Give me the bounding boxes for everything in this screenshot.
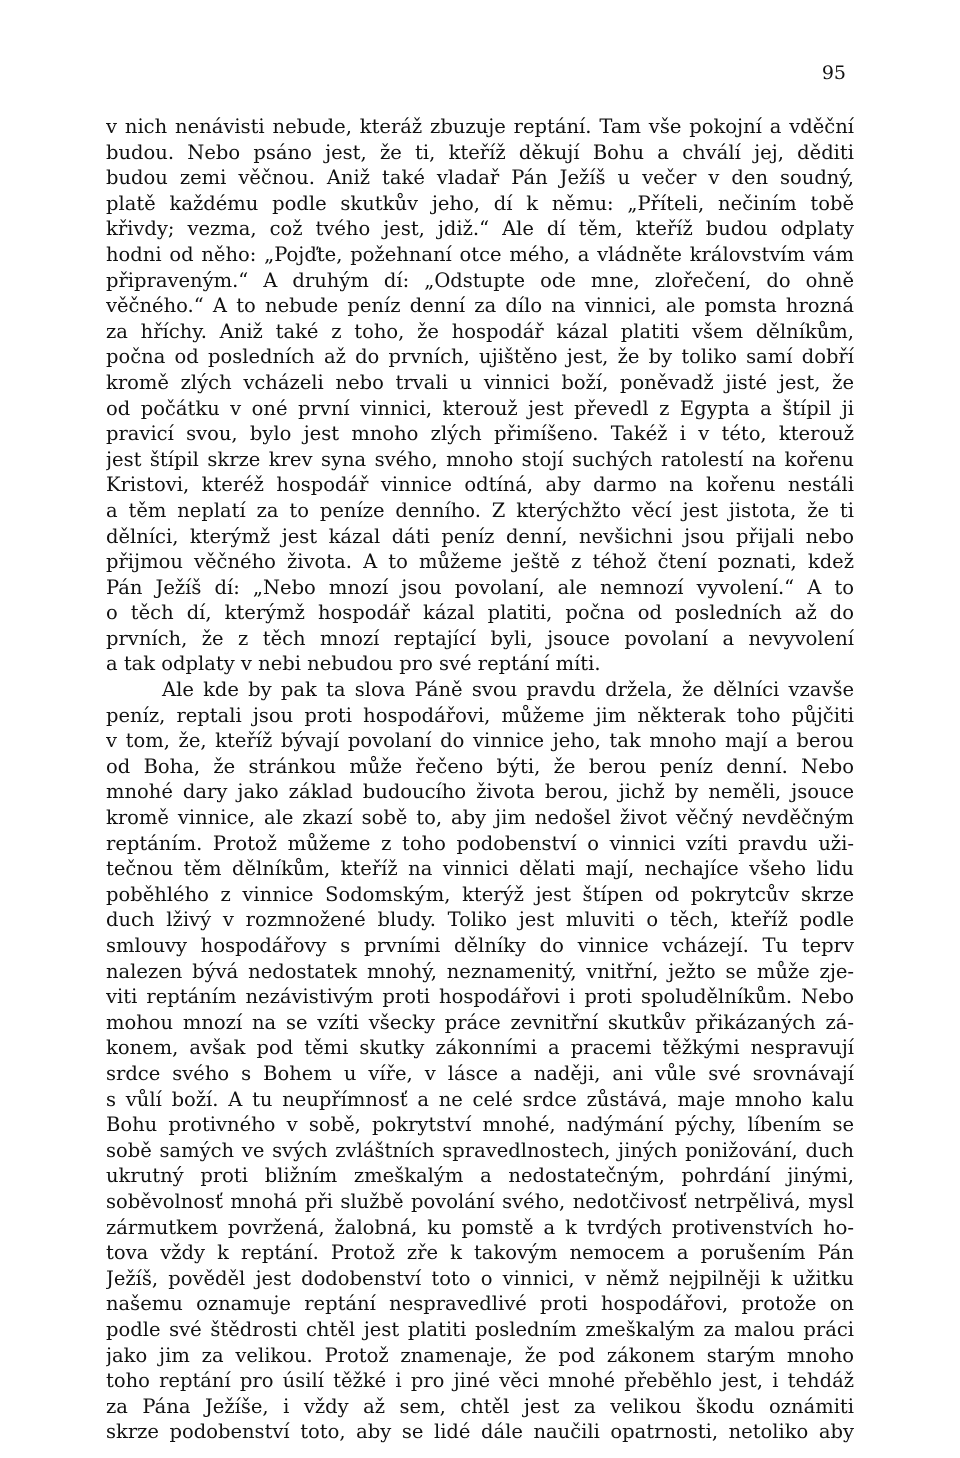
text-line: Pán Ježíš dí: „Nebo mnozí jsou povolaní, ale nemnozí vyvolení.“ A to	[106, 575, 854, 599]
text-line: srdce svého s Bohem u víře, v lásce a naději, ani vůle své srovnávají	[106, 1061, 854, 1085]
text-line: duch lživý v rozmnožené bludy. Toliko jest mluviti o těch, kteříž podle	[106, 908, 854, 932]
text-line: v tom, že, kteříž bývají povolaní do vinnice jeho, tak mnoho mají a berou	[106, 729, 854, 753]
text-line: počna od posledních až do prvních, ujištěno jest, že by toliko samí dobří	[106, 345, 854, 369]
text-line: mnohé dary jako základ budoucího života berou, jichž by neměli, jsouce	[106, 780, 854, 804]
text-line: tečnou těm dělníkům, kteříž na vinnici dělati mají, nechajíce všeho lidu	[106, 857, 854, 881]
text-line: soběvolnosť mnohá při službě povolání svého, nedotčivosť netrpělivá, mysl	[106, 1189, 854, 1213]
text-line: kromě vinnice, ale zkazí sobě to, aby jim nedošel život věčný nevděčným	[106, 806, 854, 830]
text-line: Ale kde by pak ta slova Páně svou pravdu držela, že dělníci vzavše	[162, 678, 854, 702]
text-line: ukrutný proti bližním zmeškalým a nedostatečným, pohrdání jinými,	[106, 1164, 854, 1188]
text-line: skrze podobenství toto, aby se lidé dále naučili opatrnosti, netoliko aby	[106, 1420, 854, 1444]
text-line: Ježíš, pověděl jest dodobenství toto o vinnici, v němž nejpilněji k užitku	[106, 1266, 854, 1290]
text-line: pravicí svou, bylo jest mnoho zlých přimíšeno. Takéž i v této, kterouž	[106, 422, 854, 446]
text-line: jako jim za velikou. Protož znamenaje, že pod zákonem starým mnoho	[106, 1343, 854, 1367]
text-line: hodni od něho: „Pojďte, požehnaní otce mého, a vládněte královstvím vám	[106, 242, 854, 266]
text-line: kromě zlých vcházeli nebo trvali u vinnici boží, poněvadž jisté jest, že	[106, 370, 854, 394]
text-line: smlouvy hospodářovy s prvními dělníky do vinnice vcházejí. Tu teprv	[106, 934, 854, 957]
text-line: našemu oznamuje reptání nespravedlivé proti hospodářovi, protože on	[106, 1292, 854, 1316]
text-line: prvních, že z těch mnozí reptající byli, jsouce povolaní a nevyvolení	[106, 626, 854, 650]
text-line: Bohu protivného v sobě, pokrytství mnohé, nadýmání pýchy, líbením se	[106, 1113, 854, 1137]
text-line: Kristovi, kteréž hospodář vinnice odtíná, aby darmo na kořenu nestáli	[106, 473, 854, 497]
text-line: tova vždy k reptání. Protož zře k takovým nemocem a porušením Pán	[106, 1241, 854, 1265]
text-line: konem, avšak pod těmi skutky zákonními a pracemi těžkými nespravují	[106, 1036, 854, 1060]
text-line: peníz, reptali jsou proti hospodářovi, můžeme jim některak toho půjčiti	[106, 703, 854, 727]
text-line: zármutkem povržená, žalobná, ku pomstě a k tvrdých protivenstvích ho-	[106, 1215, 854, 1239]
text-line: od Boha, že stránkou může řečeno býti, že berou peníz denní. Nebo	[106, 754, 854, 778]
text-line: sobě samých ve svých zvláštních spravedlnostech, jiných ponižování, duch	[106, 1138, 854, 1162]
text-line: v nich nenávisti nebude, kteráž zbuzuje reptání. Tam vše pokojní a vděční	[106, 115, 854, 138]
text-line: věčného.“ A to nebude peníz denní za dílo na vinnici, ale pomsta hrozná	[106, 294, 854, 318]
text-line: a těm neplatí za to peníze denního. Z kterýchžto věcí jest jistota, že ti	[106, 498, 854, 522]
text-line: budou zemi věčnou. Aniž také vladař Pán Ježíš u večer v den soudný,	[106, 166, 854, 190]
text-line: za hříchy. Aniž také z toho, že hospodář kázal platiti všem dělníkům,	[106, 319, 854, 343]
text-line: přijmou věčného života. A to můžeme ještě z téhož čtení poznati, kdež	[106, 550, 854, 574]
text-line: mohou mnozí na se vzíti všecky práce zevnitřní skutkův přikázaných zá-	[106, 1010, 854, 1034]
text-line: dělníci, kterýmž jest kázal dáti peníz denní, nevšichni jsou přijali nebo	[106, 524, 854, 548]
text-line: s vůlí boží. A tu neupřímnosť a ne celé srdce zůstává, maje mnoho kalu	[106, 1087, 854, 1111]
text-line: poběhlého z vinnice Sodomským, kterýž jest štípen od pokrytcův skrze	[106, 882, 854, 906]
page-number: 95	[821, 62, 846, 84]
text-line: toho reptání pro úsilí těžké i pro jiné věci mnohé přeběhlo jest, i tehdáž	[106, 1369, 854, 1393]
text-line: křivdy; vezma, což tvého jest, jdiž.“ Ale dí těm, kteříž budou odplaty	[106, 217, 854, 241]
text-line: viti reptáním nezávistivým proti hospodářovi i proti spoludělníkům. Nebo	[106, 985, 854, 1009]
text-line: jest štípil skrze krev syna svého, mnoho stojí suchých ratolestí na kořenu	[106, 447, 854, 471]
text-line: budou. Nebo psáno jest, že ti, kteříž děkují Bohu a chválí jej, děditi	[106, 140, 854, 164]
text-line: připraveným.“ A druhým dí: „Odstupte ode mne, zlořečení, do ohně	[106, 268, 854, 292]
text-line: a tak odplaty v nebi nebudou pro své reptání míti.	[106, 652, 601, 676]
text-line: platě každému podle skutkův jeho, dí k němu: „Příteli, nečiním tobě	[106, 191, 854, 215]
body-text	[106, 114, 854, 1445]
text-line: reptáním. Protož můžeme z toho podobenství o vinnici vzíti pravdu uži-	[106, 831, 854, 855]
text-line: nalezen bývá nedostatek mnohý, neznamenitý, vnitřní, ježto se může zje-	[106, 959, 854, 983]
text-line: za Pána Ježíše, i vždy až sem, chtěl jest za velikou škodu oznámiti	[106, 1394, 854, 1418]
text-line: od počátku v oné první vinnici, kterouž jest převedl z Egypta a štípil ji	[106, 396, 854, 420]
text-line: o těch dí, kterýmž hospodář kázal platiti, počna od posledních až do	[106, 601, 854, 625]
text-line: podle své štědrosti chtěl jest platiti posledním zmeškalým za malou práci	[106, 1317, 854, 1341]
